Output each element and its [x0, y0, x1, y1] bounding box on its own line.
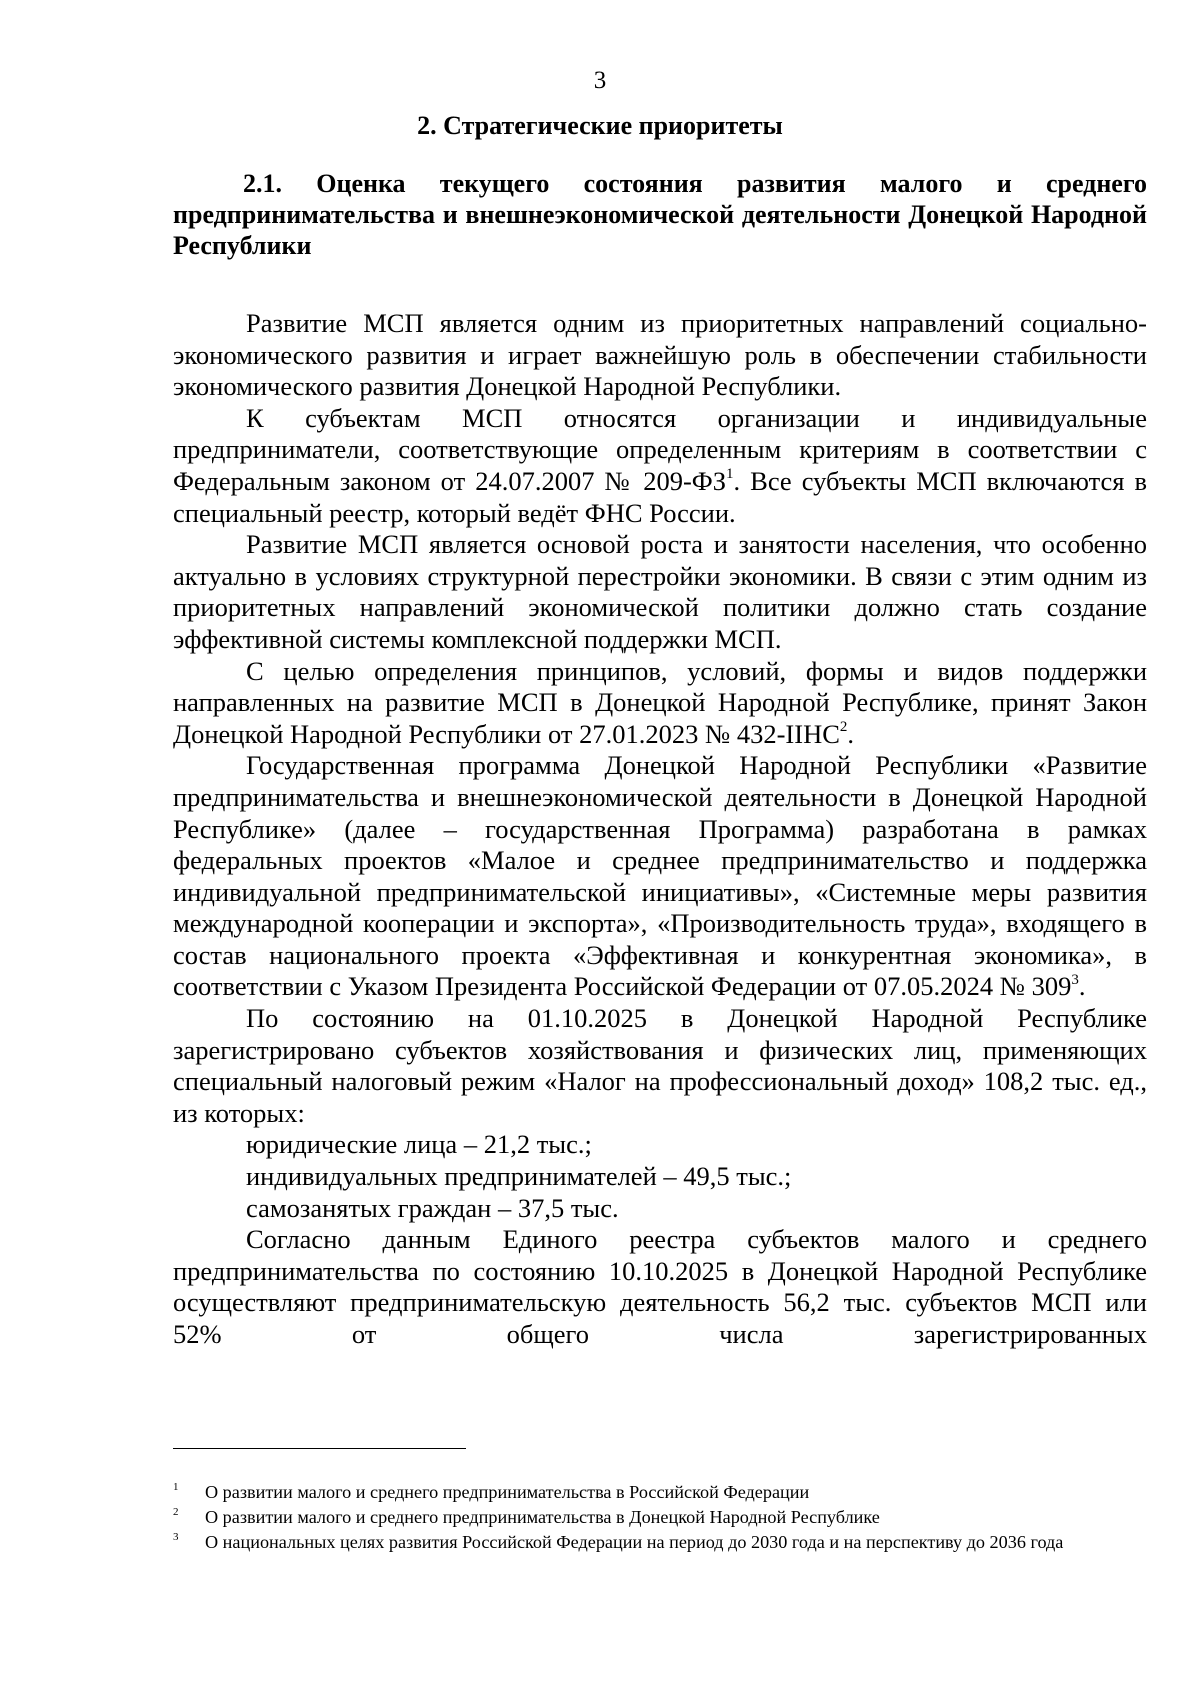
- paragraph-text: . Все субъекты МСП включаются в специальный реестр, который ведёт ФНС России.: [173, 465, 1147, 528]
- paragraph-msp-law: [173, 656, 1147, 751]
- footnote-ref-1: 1: [725, 466, 734, 483]
- footnote-text: О развитии малого и среднего предпринимательства в Донецкой Народной Республике: [205, 1507, 880, 1527]
- list-item-legal-entities: юридические лица – 21,2 тыс.;: [246, 1129, 592, 1160]
- paragraph-msp-priority: Развитие МСП является одним из приоритетных направлений социально-экономического развития и играет важнейшую роль в обеспечении стабильности экономического развития Донецкой Народной Республики.: [173, 308, 1147, 402]
- footnote-2: [173, 1505, 1147, 1530]
- subsection-title: [173, 168, 1147, 261]
- paragraph-text: Государственная программа Донецкой Народной Республики «Развитие предпринимательства и внешнеэкономической деятельности в Донецкой Народной Республике» (далее – государственная Программа) разработана в рамках федеральных проектов «Малое и среднее предпринимательство и поддержка индивидуальной предпринимательской инициативы», «Системные меры развития международной кооперации и экспорта», «Производительность труда», входящего в состав национального проекта «Эффективная и конкурентная экономика», в соответствии с Указом Президента Российской Федерации от 07.05.2024 № 309: [173, 750, 1147, 1002]
- paragraph-registration-stats: По состоянию на 01.10.2025 в Донецкой Народной Республике зарегистрировано субъектов хозяйствования и физических лиц, применяющих специальный налоговый режим «Налог на профессиональный доход» 108,2 тыс. ед., из которых:: [173, 1003, 1147, 1128]
- paragraph-registry-data: Согласно данным Единого реестра субъектов малого и среднего предпринимательства по состоянию 10.10.2025 в Донецкой Народной Республике осуществляют предпринимательскую деятельность 56,2 тыс. субъектов МСП или 52% от общего числа зарегистрированных: [173, 1224, 1147, 1349]
- paragraph-state-program: [173, 750, 1147, 1003]
- list-item-self-employed: самозанятых граждан – 37,5 тыс.: [246, 1192, 619, 1223]
- paragraph-msp-growth: Развитие МСП является основой роста и занятости населения, что особенно актуально в условиях структурной перестройки экономики. В связи с этим одним из приоритетных направлений экономической политики должно стать создание эффективной системы комплексной поддержки МСП.: [173, 529, 1147, 654]
- footnote-mark: 2: [173, 1506, 179, 1518]
- paragraph-text: К субъектам МСП относятся организации и индивидуальные предприниматели, соответствующие определенным критериям в соответствии с Федеральным законом от 24.07.2007 № 209-ФЗ: [173, 402, 1147, 496]
- footnote-3: [173, 1530, 1147, 1555]
- footnote-mark: 1: [173, 1481, 179, 1493]
- footnotes: [173, 1480, 1147, 1555]
- footnote-text: О национальных целях развития Российской Федерации на период до 2030 года и на перспективу до 2036 года: [205, 1532, 1064, 1552]
- list-item-entrepreneurs: индивидуальных предпринимателей – 49,5 тыс.;: [246, 1161, 792, 1192]
- footnote-divider: [173, 1448, 466, 1449]
- footnote-ref-3: 3: [1071, 971, 1079, 988]
- paragraph-text: .: [847, 718, 855, 749]
- subsection-number: 2.1.: [243, 169, 282, 198]
- section-title: 2. Стратегические приоритеты: [417, 111, 783, 140]
- footnote-1: [173, 1480, 1147, 1505]
- footnote-mark: 3: [173, 1531, 179, 1543]
- paragraph-msp-subjects: [173, 403, 1147, 529]
- paragraph-text: .: [1078, 971, 1086, 1002]
- document-body: [173, 308, 1147, 1351]
- paragraph-text: С целью определения принципов, условий, формы и видов поддержки направленных на развитие МСП в Донецкой Народной Республике, принят Закон Донецкой Народной Республики от 27.01.2023 № 432-IIНС: [173, 655, 1147, 749]
- page-number: 3: [593, 67, 607, 94]
- footnote-ref-2: 2: [839, 718, 848, 735]
- footnote-text: О развитии малого и среднего предпринимательства в Российской Федерации: [205, 1482, 810, 1502]
- subsection-title-text: Оценка текущего состояния развития малого и среднего предпринимательства и внешнеэкономической деятельности Донецкой Народной Республики: [173, 169, 1147, 260]
